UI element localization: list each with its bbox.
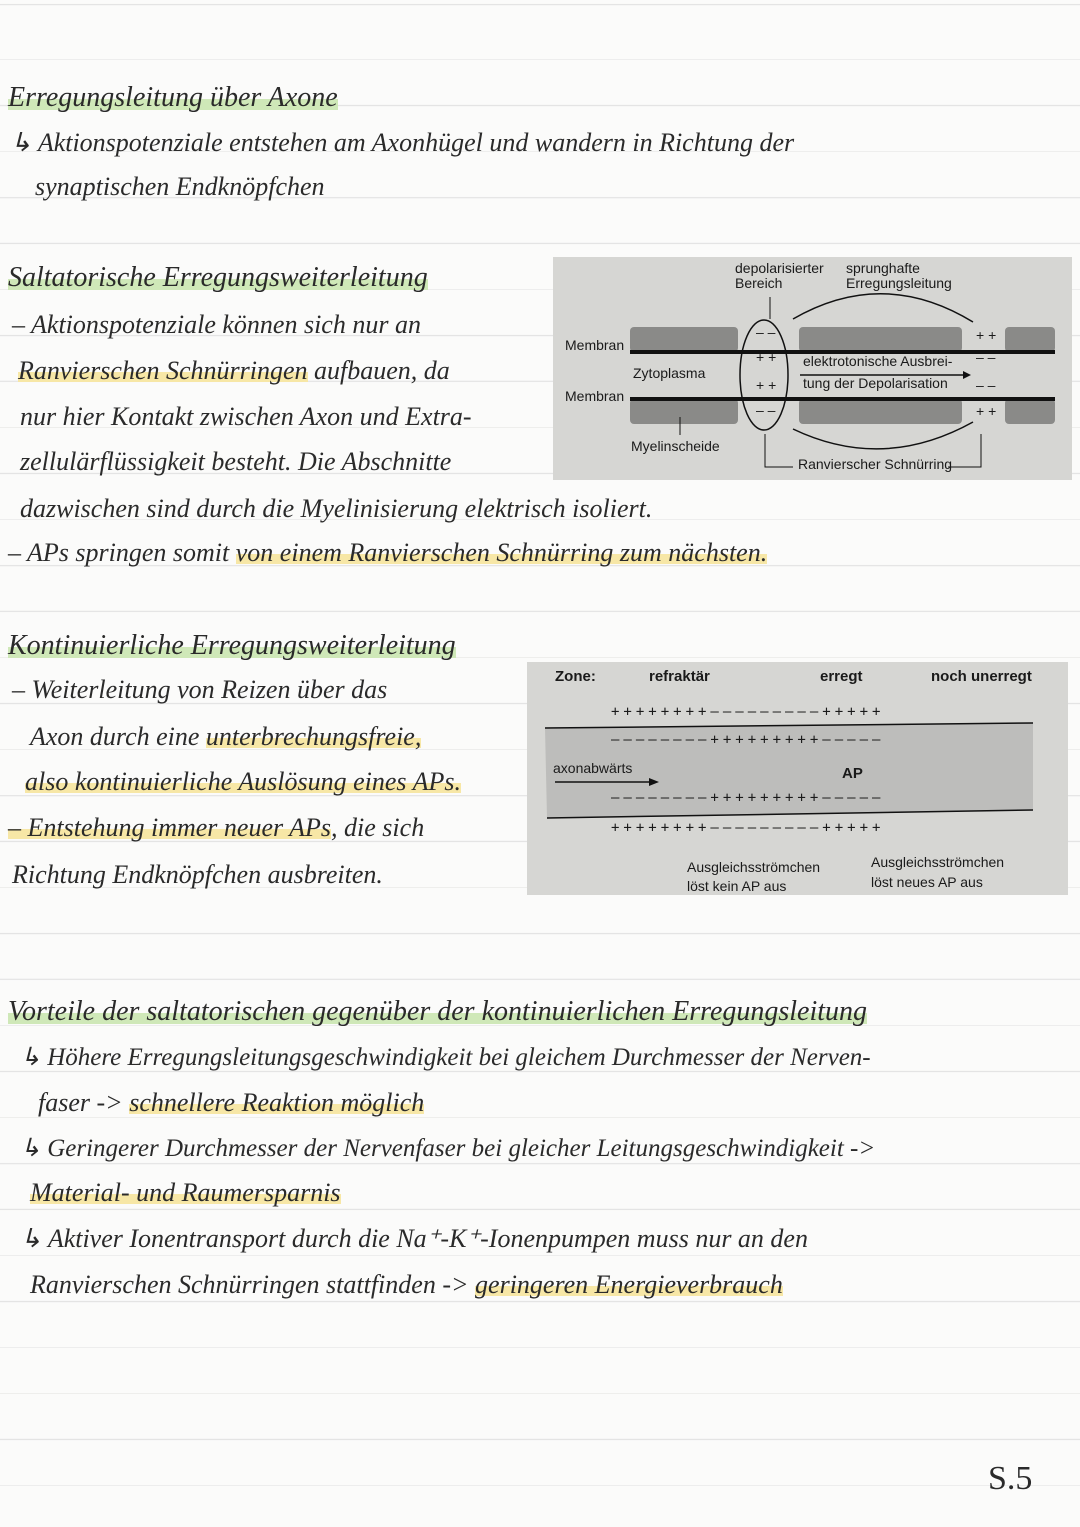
text-line xyxy=(18,356,450,386)
zone-refractory: refraktär xyxy=(649,668,710,685)
text-line: – Aktionspotenziale können sich nur an xyxy=(12,310,421,339)
label-current-new-ap: löst neues AP aus xyxy=(871,874,983,890)
text-line xyxy=(30,1270,783,1300)
heading-saltatory xyxy=(8,262,428,294)
charge: – – xyxy=(976,377,996,393)
highlight: von einem Ranvierschen Schnürring zum nächsten. xyxy=(235,538,768,567)
highlight: unterbrechungsfreie, xyxy=(205,722,422,751)
charge-row: ++++++++–––––––––+++++ xyxy=(611,704,885,720)
text: faser -> xyxy=(38,1088,130,1117)
label-cytoplasm: Zytoplasma xyxy=(633,365,706,381)
text-line: dazwischen sind durch die Myelinisierung elektrisch isoliert. xyxy=(20,494,653,523)
label-electrotonic: tung der Depolarisation xyxy=(803,375,948,391)
label-depolarized: Bereich xyxy=(735,275,783,291)
charge: + + xyxy=(976,403,997,419)
label-saltatory: sprunghafte xyxy=(846,260,920,276)
heading-text: Vorteile der saltatorischen gegenüber der kontinuierlichen Erregungsleitung xyxy=(8,996,868,1027)
charge-row: ––––––––+++++++++––––– xyxy=(611,790,885,806)
text-line xyxy=(8,538,767,568)
highlight: Material- und Raumersparnis xyxy=(30,1178,341,1207)
label-membrane: Membran xyxy=(565,388,625,404)
charge-row: ++++++++–––––––––+++++ xyxy=(611,820,885,836)
label-membrane: Membran xyxy=(565,337,625,353)
text-line: zellulärflüssigkeit besteht. Die Abschnitte xyxy=(20,447,452,476)
text-line: ↳ Geringerer Durchmesser der Nervenfaser bei gleicher Leitungsgeschwindigkeit -> xyxy=(20,1135,876,1162)
heading-axon xyxy=(8,82,338,114)
heading-continuous xyxy=(8,630,456,662)
label-myelin: Myelinscheide xyxy=(631,438,720,454)
text-line: ↳ Höhere Erregungsleitungsgeschwindigkeit bei gleichem Durchmesser der Nerven- xyxy=(20,1044,871,1071)
charge: – – xyxy=(756,324,776,340)
charge: – – xyxy=(756,402,776,418)
text-line: Richtung Endknöpfchen ausbreiten. xyxy=(12,860,383,889)
text: aufbauen, da xyxy=(307,356,450,385)
charge: + + xyxy=(976,327,997,343)
text-line: synaptischen Endknöpfchen xyxy=(35,172,325,201)
zone-unexcited: noch unerregt xyxy=(931,668,1032,685)
label-ranvier: Ranvierscher Schnürring xyxy=(798,456,953,472)
text-line: nur hier Kontakt zwischen Axon und Extra- xyxy=(20,402,472,431)
label-current-no-ap: Ausgleichsströmchen xyxy=(687,859,821,875)
label-downstream: axonabwärts xyxy=(553,760,633,776)
text-line: ↳ Aktiver Ionentransport durch die Na⁺-K⁺-Ionenpumpen muss nur an den xyxy=(20,1224,808,1253)
charge-row: ––––––––+++++++++––––– xyxy=(611,732,885,748)
label-saltatory: Erregungsleitung xyxy=(846,275,952,291)
label-depolarized: depolarisierter xyxy=(735,260,824,276)
highlight: geringeren Energieverbrauch xyxy=(475,1270,783,1299)
charge: + + xyxy=(756,377,777,393)
text-line: – Weiterleitung von Reizen über das xyxy=(12,675,388,704)
continuous-diagram xyxy=(527,662,1068,895)
highlight: Ranvierschen Schnürringen xyxy=(18,356,308,385)
highlight: – Entstehung immer neuer APs xyxy=(8,813,332,842)
label-current-no-ap: löst kein AP aus xyxy=(687,878,787,894)
text: Axon durch eine xyxy=(30,722,206,751)
text: – APs springen somit xyxy=(8,538,236,567)
label-ap: AP xyxy=(842,765,863,782)
text-line xyxy=(38,1088,424,1118)
zone-excited: erregt xyxy=(820,668,863,685)
text-line xyxy=(30,722,421,752)
text-line xyxy=(8,813,424,843)
charge: + + xyxy=(756,349,777,365)
heading-text: Erregungsleitung über Axone xyxy=(8,82,338,113)
text-line xyxy=(30,1178,341,1208)
label-current-new-ap: Ausgleichsströmchen xyxy=(871,854,1005,870)
page-number: S.5 xyxy=(988,1460,1033,1497)
charge: – – xyxy=(976,349,996,365)
highlight: schnellere Reaktion möglich xyxy=(129,1088,425,1117)
label-zone: Zone: xyxy=(555,668,596,685)
heading-text: Saltatorische Erregungsweiterleitung xyxy=(8,262,428,293)
saltatory-diagram xyxy=(553,257,1072,480)
highlight: also kontinuierliche Auslösung eines APs. xyxy=(25,767,461,796)
heading-text: Kontinuierliche Erregungsweiterleitung xyxy=(8,630,456,661)
text-line xyxy=(25,767,461,797)
label-electrotonic: elektrotonische Ausbrei- xyxy=(803,353,953,369)
text-line: ↳ Aktionspotenziale entstehen am Axonhügel und wandern in Richtung der xyxy=(10,128,795,157)
heading-advantages xyxy=(8,996,867,1028)
text: , die sich xyxy=(331,813,425,842)
text: Ranvierschen Schnürringen stattfinden -> xyxy=(30,1270,476,1299)
